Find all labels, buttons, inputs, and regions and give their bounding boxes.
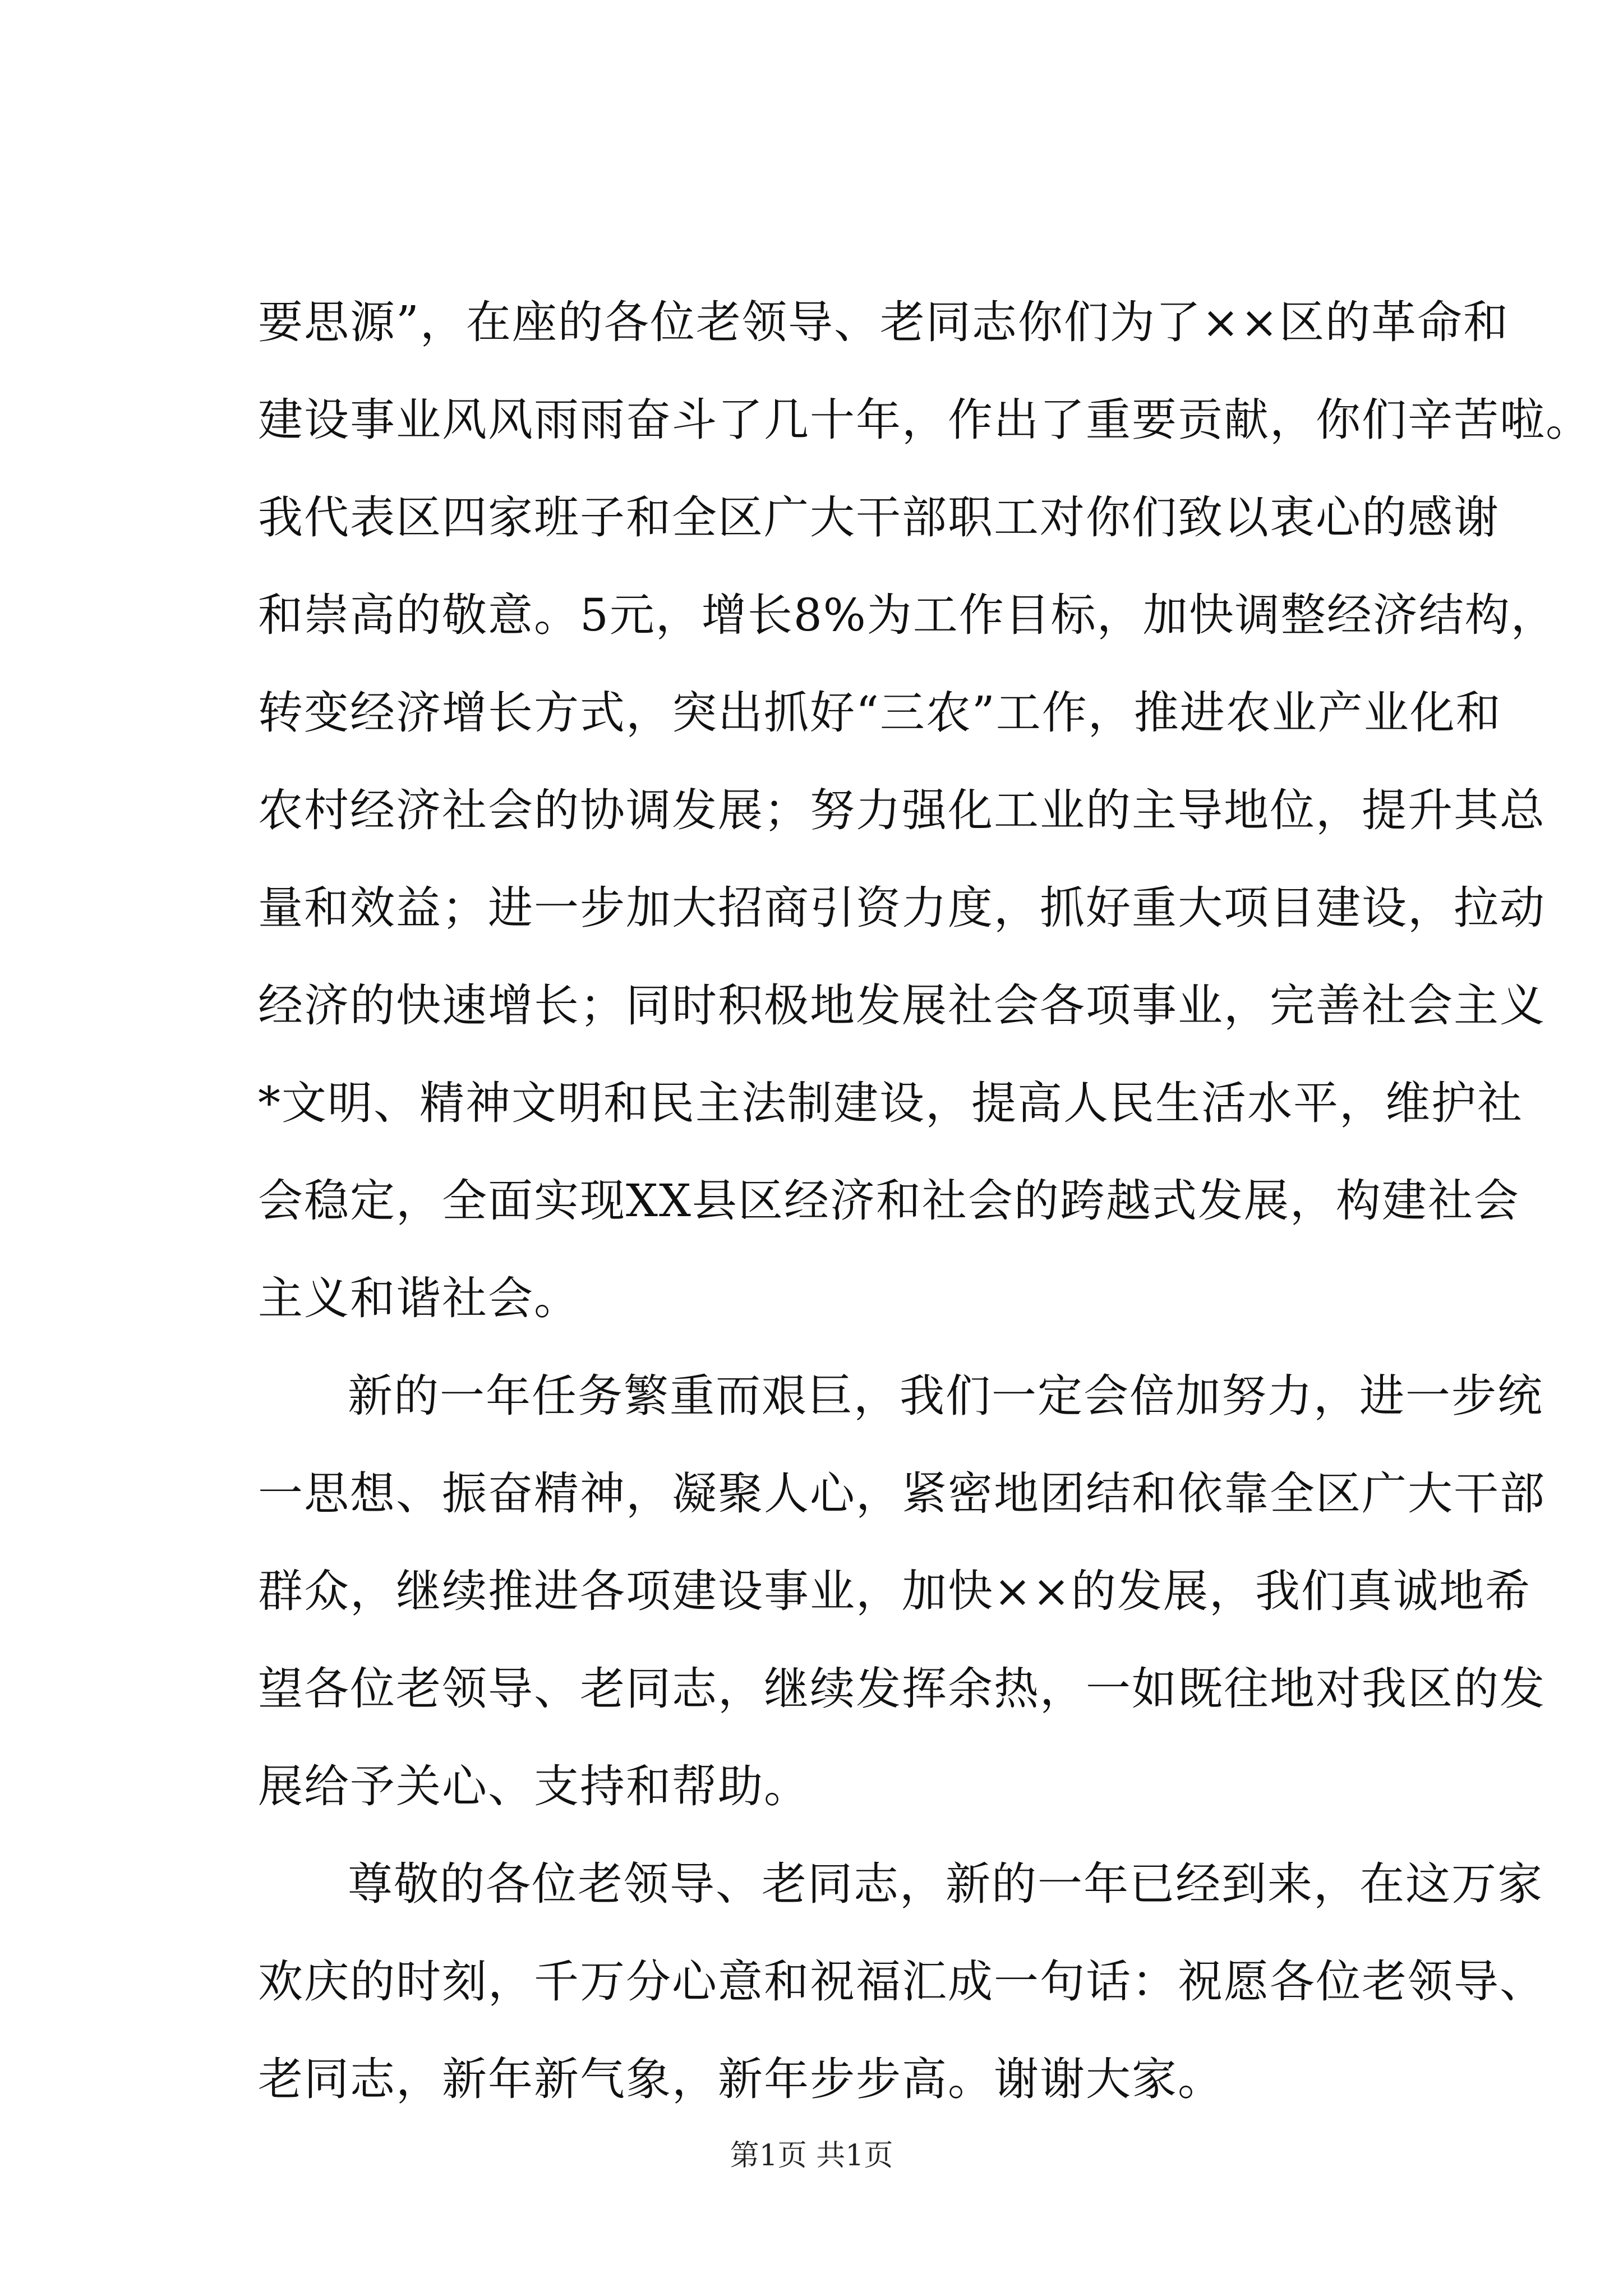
paragraph-2-line-1: 新的一年任务繁重而艰巨，我们一定会倍加努力，进一步统 [348,1370,1543,1422]
paragraph-1-line-2: 建设事业风风雨雨奋斗了几十年，作出了重要贡献，你们辛苦啦。 [258,394,1592,446]
paragraph-2-line-5: 展给予关心、支持和帮助。 [258,1760,810,1812]
paragraph-3-line-3: 老同志，新年新气象，新年步步高。谢谢大家。 [258,2053,1224,2105]
paragraph-2-line-3: 群众，继续推进各项建设事业，加快××的发展，我们真诚地希 [258,1565,1532,1617]
paragraph-1-line-4: 和崇高的敬意。5元，增长8%为工作目标，加快调整经济结构， [258,589,1557,641]
paragraph-1-line-7: 量和效益；进一步加大招商引资力度，抓好重大项目建设，拉动 [258,882,1546,934]
paragraph-1-line-5: 转变经济增长方式，突出抓好“三农”工作，推进农业产业化和 [258,687,1502,739]
paragraph-1-line-3: 我代表区四家班子和全区广大干部职工对你们致以衷心的感谢 [258,491,1500,544]
paragraph-1-line-10: 会稳定，全面实现XX县区经济和社会的跨越式发展，构建社会 [258,1175,1520,1227]
paragraph-1-line-8: 经济的快速增长；同时积极地发展社会各项事业，完善社会主义 [258,979,1546,1032]
paragraph-3-line-2: 欢庆的时刻，千万分心意和祝福汇成一句话：祝愿各位老领导、 [258,1955,1546,2008]
paragraph-2-line-2: 一思想、振奋精神，凝聚人心，紧密地团结和依靠全区广大干部 [258,1467,1546,1520]
paragraph-1-line-11: 主义和谐社会。 [258,1272,580,1324]
paragraph-1-line-9: *文明、精神文明和民主法制建设，提高人民生活水平，维护社 [258,1077,1523,1129]
paragraph-1-line-1: 要思源”，在座的各位老领导、老同志你们为了××区的革命和 [258,296,1509,348]
paragraph-2-line-4: 望各位老领导、老同志，继续发挥余热，一如既往地对我区的发 [258,1663,1546,1715]
page-footer: 第1页 共1页 [730,2139,893,2173]
paragraph-3-line-1: 尊敬的各位老领导、老同志，新的一年已经到来，在这万家 [348,1858,1543,1910]
paragraph-1-line-6: 农村经济社会的协调发展；努力强化工业的主导地位，提升其总 [258,784,1546,836]
